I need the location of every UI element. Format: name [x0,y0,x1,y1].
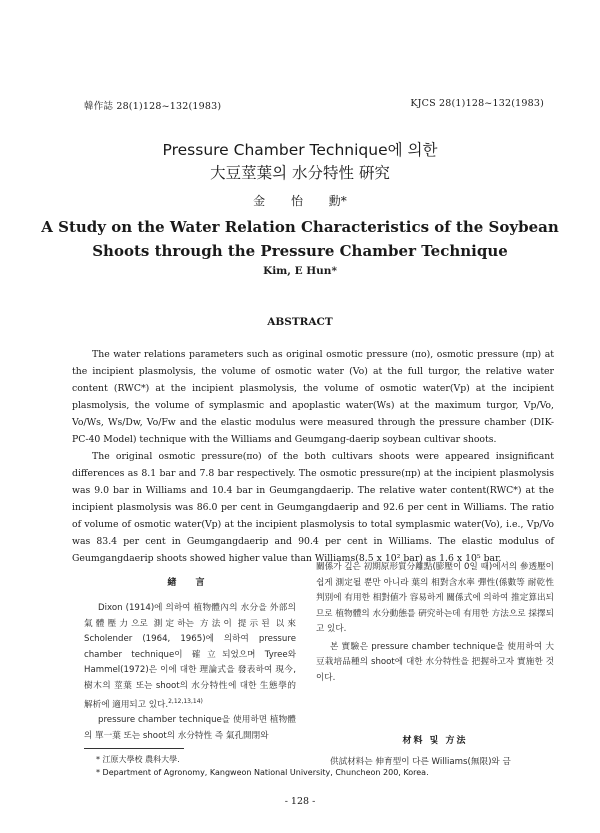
title-en-line1: A Study on the Water Relation Characteristics of the Soybean [41,218,559,236]
right-paragraph-1: 關係가 깊은 初期原形質分離點(膨壓이 0일 때)에서의 參透壓이 쉽게 測定될 뿐만 아니라 葉의 相對含水率 彈性(係數等 耐乾性 判別에 有用한 相對値가 容易하게 關係式에 의하여 推定算出되므로 植物體의 水分動態를 硏究하는데 有用한 方法으로 採擇되고 있다. [316,562,554,634]
title-en [0,215,600,263]
intro-paragraph-1 [84,601,296,713]
intro-heading: 緖 言 [167,578,213,588]
methods-heading: 材料 및 方法 [402,736,468,746]
footnote-en: * Department of Agronomy, Kangweon National University, Chuncheon 200, Korea. [96,768,429,777]
intro-reference: 2,12,13,14) [168,698,203,705]
footnote-ko: * 江原大學校 農科大學. [96,755,180,764]
right-column [316,560,554,686]
abstract-heading: ABSTRACT [267,316,333,328]
footnote-rule [84,748,184,749]
abstract-paragraph-2: The original osmotic pressure(πo) of the both cultivars shoots were appeared insignificant differences as 8.1 bar and 7.8 bar respectively. The osmotic pressure(πp) at the incipient plasmolysis was 9.0 bar in Williams and 10.4 bar in Geumgangdaerip. The relative water content(RWC*) at the incipient plasmolysis was 86.0 per cent in Geumgangdaerip and 92.6 per cent in Williams. The ratio of volume of osmotic water(Vp) at the incipient plasmolysis to total symplasmic water(Vo), i.e., Vp/Vo was 83.4 per cent in Geumgangdaerip and 90.4 per cent in Williams. The elastic modulus of Geumgangdaerip shoots showed higher value than Williams(8.5 x 10² bar) as 1.6 x 10⁵ bar. [72,451,554,564]
journal-citation-en: KJCS 28(1)128~132(1983) [410,98,544,109]
intro-paragraph-1-text: Dixon (1914)에 의하여 植物體內의 水分을 外部의 氣體壓力으로 測定하는 方法이 提示된 以來 Scholender (1964, 1965)에 의하여 pressure chamber technique이 確立되었으며 Tyree와 Hammel(1972)은 이에 대한 理論式을 發表하여 現今, 樹木의 莖葉 또는 shoot의 水分特性에 대한 生態學的 解析에 適用되고 있다. [84,603,296,710]
author-en: Kim, E Hun* [263,265,337,277]
left-column [84,601,296,744]
page-number: - 128 - [284,796,316,807]
journal-citation-ko: 韓作誌 28(1)128~132(1983) [84,101,222,112]
title-en-line2: Shoots through the Pressure Chamber Technique [92,242,508,260]
intro-paragraph-2: pressure chamber technique을 使用하면 植物體의 單一葉 또는 shoot의 水分特性 즉 氣孔開閉와 [84,715,296,741]
title-ko-line2: 大豆莖葉의 水分特性 硏究 [210,164,390,182]
methods-paragraph-1: 供試材料는 伸育型이 다른 Williams(無限)와 금 [330,757,511,767]
right-paragraph-2: 본 實驗은 pressure chamber technique을 使用하여 大豆栽培品種의 shoot에 대한 水分特性을 把握하고자 實施한 것이다. [316,641,554,683]
abstract-body [72,346,554,567]
author-ko: 金 怡 勳* [253,194,347,208]
title-ko-line1: Pressure Chamber Technique에 의한 [162,141,438,159]
abstract-paragraph-1: The water relations parameters such as original osmotic pressure (πo), osmotic pressure (πp) at the incipient plasmolysis, the volume of osmotic water (Vo) at the full turgor, the relative water content (RWC*) at the incipient plasmolysis, the volume of osmotic water(Vp) at the incipient plasmolysis, the volume of symplasmic and apoplastic water(Ws) at the maximum turgor, Vp/Vo, Vo/Ws, Ws/Dw, Vo/Fw and the elastic modulus were measured through the pressure chamber (DIK-PC-40 Model) technique with the Williams and Geumgang-daerip soybean cultivar shoots. [72,349,554,445]
